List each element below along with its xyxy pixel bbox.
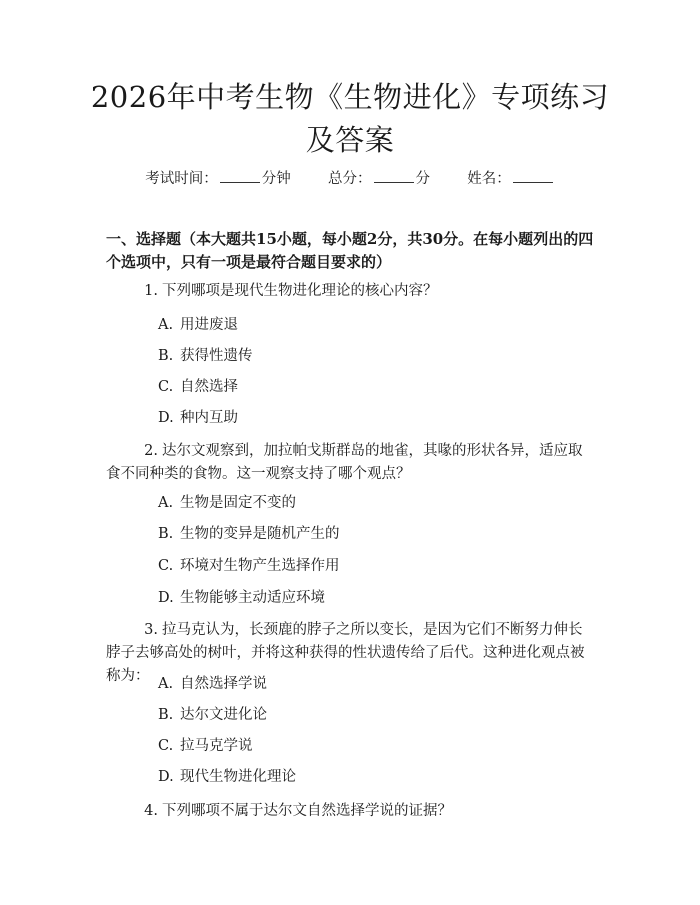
option-2d [158, 588, 578, 608]
option-3a [158, 674, 578, 694]
section-text: 选择题（本大题共15小题，每小题2分，共30分。在每小题列出的四个选项中，只有一项是最符合题目要求的） [106, 230, 594, 271]
option-letter: A. [158, 495, 174, 511]
exam-info-line [0, 168, 700, 189]
option-2c [158, 556, 578, 576]
option-text: 获得性遗传 [180, 348, 253, 364]
option-letter: A. [158, 676, 174, 692]
option-text: 用进废退 [180, 317, 238, 333]
student-name-label: 姓名： [467, 171, 511, 187]
question-number: 3. [144, 622, 158, 638]
option-letter: D. [158, 410, 174, 426]
option-letter: B. [158, 707, 174, 723]
question-1 [106, 280, 596, 303]
student-name [467, 168, 555, 189]
option-2b [158, 524, 578, 544]
total-score-unit: 分 [415, 171, 430, 187]
option-3c [158, 736, 578, 756]
question-text: 拉马克认为，长颈鹿的脖子之所以变长，是因为它们不断努力伸长脖子去够高处的树叶，并将这种获得的性状遗传给了后代。这种进化观点被称为： [106, 622, 585, 684]
exam-time [145, 168, 291, 189]
exam-time-unit: 分钟 [261, 171, 291, 187]
section-number: 一、 [106, 230, 137, 248]
question-text: 下列哪项不属于达尔文自然选择学说的证据？ [162, 803, 452, 819]
option-letter: C. [158, 738, 174, 754]
exam-time-blank[interactable] [220, 168, 260, 183]
option-2a [158, 493, 578, 513]
option-letter: D. [158, 769, 174, 785]
option-3d [158, 767, 578, 787]
option-text: 自然选择学说 [180, 676, 267, 692]
option-letter: D. [158, 590, 174, 606]
exam-time-label: 考试时间： [145, 171, 218, 187]
option-text: 现代生物进化理论 [180, 769, 296, 785]
option-text: 生物能够主动适应环境 [180, 590, 325, 606]
question-2 [106, 440, 596, 486]
question-text: 达尔文观察到，加拉帕戈斯群岛的地雀，其喙的形状各异，适应取食不同种类的食物。这一观察支持了哪个观点？ [106, 443, 583, 482]
student-name-blank[interactable] [513, 168, 553, 183]
option-text: 达尔文进化论 [180, 707, 267, 723]
option-letter: B. [158, 348, 174, 364]
option-letter: A. [158, 317, 174, 333]
total-score-blank[interactable] [374, 168, 414, 183]
option-text: 自然选择 [180, 379, 238, 395]
question-number: 2. [144, 443, 158, 459]
question-4 [106, 800, 596, 823]
question-number: 4. [144, 803, 158, 819]
option-3b [158, 705, 578, 725]
question-text: 下列哪项是现代生物进化理论的核心内容？ [162, 283, 438, 299]
option-text: 环境对生物产生选择作用 [180, 558, 340, 574]
option-text: 拉马克学说 [180, 738, 253, 754]
option-text: 种内互助 [180, 410, 238, 426]
option-letter: B. [158, 526, 174, 542]
option-1d [158, 408, 578, 428]
option-text: 生物是固定不变的 [180, 495, 296, 511]
option-1b [158, 346, 578, 366]
option-1a [158, 315, 578, 335]
total-score [328, 168, 430, 189]
option-text: 生物的变异是随机产生的 [180, 526, 340, 542]
option-1c [158, 377, 578, 397]
document-title: 2026年中考生物《生物进化》专项练习及答案 [90, 80, 610, 157]
section-heading [106, 228, 596, 274]
option-letter: C. [158, 558, 174, 574]
option-letter: C. [158, 379, 174, 395]
total-score-label: 总分： [328, 171, 372, 187]
question-number: 1. [144, 283, 158, 299]
